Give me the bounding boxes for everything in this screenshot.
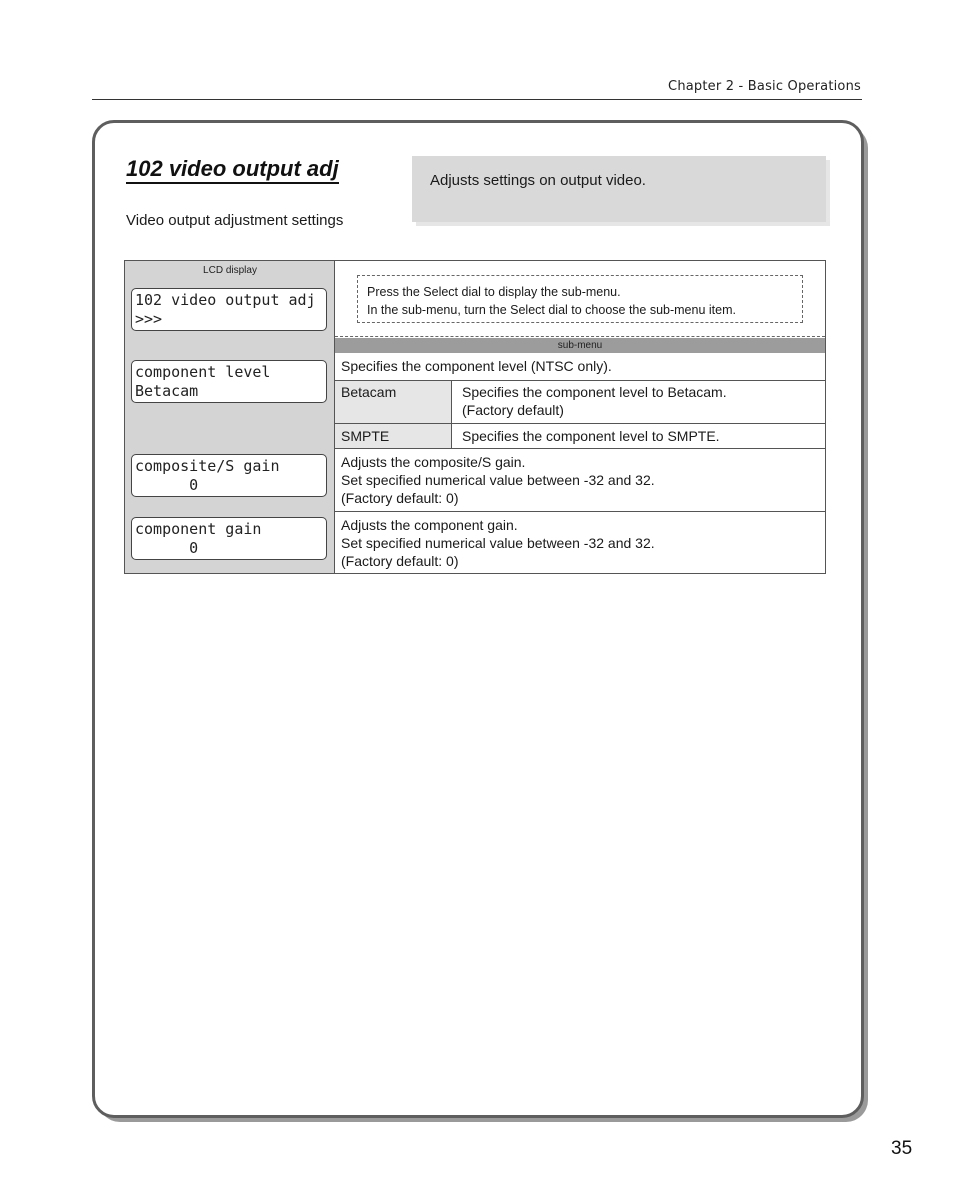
option-betacam-name: Betacam (341, 384, 397, 400)
column-divider (334, 261, 335, 573)
submenu-bar: sub-menu (335, 338, 825, 353)
lcd-main (131, 288, 327, 331)
lcd-component-gain-line1: component gain (135, 520, 262, 538)
option-betacam-text-line2: (Factory default) (462, 402, 564, 418)
lcd-composite-gain-line1: composite/S gain (135, 457, 280, 475)
header-rule (92, 99, 862, 100)
instruction-box (357, 275, 803, 323)
description-box (412, 156, 826, 222)
option-betacam-text-line1: Specifies the component level to Betacam. (462, 384, 727, 400)
row-divider (335, 423, 825, 424)
column-divider (451, 380, 452, 448)
component-gain-description (341, 516, 655, 570)
chapter-header: Chapter 2 - Basic Operations (668, 79, 861, 94)
option-betacam-text (462, 383, 727, 419)
row-divider (335, 511, 825, 512)
component-gain-line-3: (Factory default: 0) (341, 553, 459, 569)
lcd-main-line1: 102 video output adj (135, 291, 316, 309)
dashed-separator (335, 336, 825, 337)
section-subtitle: Video output adjustment settings (126, 212, 344, 229)
section-title: 102 video output adj (126, 156, 339, 184)
instruction-line-1: Press the Select dial to display the sub-menu. (367, 285, 621, 299)
instruction-line-2: In the sub-menu, turn the Select dial to choose the sub-menu item. (367, 303, 736, 317)
component-gain-line-1: Adjusts the component gain. (341, 517, 518, 533)
lcd-display-label: LCD display (203, 265, 257, 276)
composite-gain-line-3: (Factory default: 0) (341, 490, 459, 506)
lcd-component-level (131, 360, 327, 403)
option-smpte-text: Specifies the component level to SMPTE. (462, 428, 720, 444)
component-gain-line-2: Set specified numerical value between -32 and 32. (341, 535, 655, 551)
lcd-component-level-line2: Betacam (135, 382, 199, 400)
lcd-component-gain-line2: 0 (135, 539, 199, 557)
row-divider (335, 380, 825, 381)
page-number: 35 (891, 1138, 913, 1159)
settings-table (124, 260, 826, 574)
lcd-component-level-line1: component level (135, 363, 271, 381)
composite-gain-line-1: Adjusts the composite/S gain. (341, 454, 526, 470)
lcd-component-gain (131, 517, 327, 560)
lcd-composite-gain (131, 454, 327, 497)
lcd-composite-gain-line2: 0 (135, 476, 199, 494)
component-level-description: Specifies the component level (NTSC only). (341, 358, 612, 374)
option-smpte-name: SMPTE (341, 428, 390, 444)
composite-gain-line-2: Set specified numerical value between -32 and 32. (341, 472, 655, 488)
lcd-main-line2: >>> (135, 310, 163, 328)
row-divider (335, 448, 825, 449)
composite-gain-description (341, 453, 655, 507)
description-text: Adjusts settings on output video. (430, 172, 646, 189)
